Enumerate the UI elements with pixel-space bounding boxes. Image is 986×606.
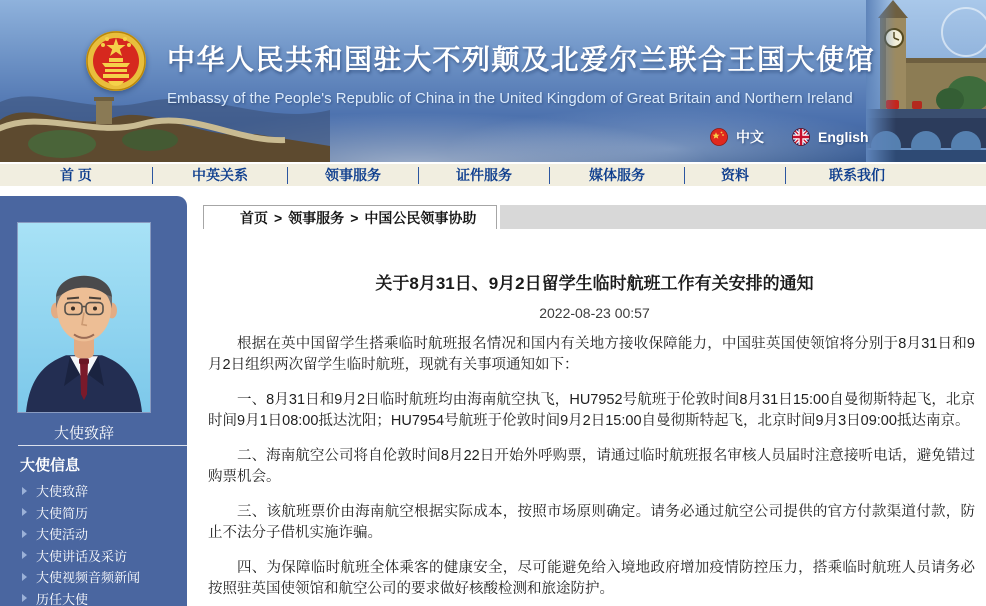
- sidebar-item-label: 历任大使: [36, 591, 89, 606]
- language-option-english[interactable]: [792, 128, 869, 146]
- triangle-right-icon: [22, 508, 27, 516]
- sidebar: [0, 196, 187, 606]
- article-paragraph: 三、该航班票价由海南航空根据实际成本，按照市场原则确定。请务必通过航空公司提供的官方付款渠道付款，防止不法分子借机实施诈骗。: [208, 504, 975, 541]
- article-paragraph: 四、为保障临时航班全体乘客的健康安全，尽可能避免给入境地政府增加疫情防控压力，搭乘临时航班人员请务必按照驻英国使领馆和航空公司的要求做好核酸检测和旅途防护。: [208, 560, 975, 597]
- breadcrumb: [203, 205, 986, 229]
- nav-item-media-services[interactable]: 媒体服务: [589, 167, 645, 183]
- sidebar-item-ambassador-activities[interactable]: [22, 523, 181, 545]
- sidebar-item-ambassador-remarks[interactable]: [22, 480, 181, 502]
- china-national-emblem-icon: [84, 25, 148, 103]
- triangle-right-icon: [22, 551, 27, 559]
- nav-item-consular-services[interactable]: 领事服务: [325, 167, 381, 183]
- sidebar-item-ambassador-biography[interactable]: [22, 502, 181, 524]
- language-switcher: [710, 127, 887, 147]
- sidebar-item-label: 大使视频音频新闻: [36, 570, 141, 586]
- main-content: [203, 205, 986, 606]
- triangle-right-icon: [22, 487, 27, 495]
- nav-item-resources[interactable]: 资料: [721, 167, 749, 183]
- page-header: [0, 0, 986, 162]
- sidebar-item-ambassador-speeches[interactable]: [22, 545, 181, 567]
- sidebar-item-label: 大使致辞: [36, 484, 89, 500]
- header-titles: [167, 38, 875, 107]
- sidebar-item-former-ambassadors[interactable]: [22, 588, 181, 606]
- sidebar-section-title: 大使信息: [20, 457, 81, 474]
- sidebar-item-label: 大使讲话及采访: [36, 548, 128, 564]
- sidebar-item-label: 大使活动: [36, 527, 89, 543]
- breadcrumb-link-home[interactable]: 首页: [240, 209, 268, 226]
- breadcrumb-separator: >: [274, 209, 283, 226]
- ambassador-photo[interactable]: [18, 223, 150, 412]
- breadcrumb-link-consular-assistance[interactable]: 中国公民领事协助: [364, 209, 477, 226]
- article-paragraph: 二、海南航空公司将自伦敦时间8月22日开始外呼购票，请通过临时航班报名审核人员届时注意接听电话，避免错过购票机会。: [208, 448, 975, 485]
- sidebar-menu: [22, 480, 181, 606]
- article-body: [203, 334, 986, 599]
- cn-flag-icon: [710, 128, 728, 146]
- nav-item-contact-us[interactable]: 联系我们: [829, 167, 885, 183]
- triangle-right-icon: [22, 594, 27, 602]
- triangle-right-icon: [22, 573, 27, 581]
- nav-item-home[interactable]: 首 页: [60, 167, 92, 183]
- article-date: 2022-08-23 00:57: [539, 305, 650, 321]
- article-paragraph: 一、8月31日和9月2日临时航班均由海南航空执飞，HU7952号航班于伦敦时间8月31日15:00自曼彻斯特起飞，北京时间9月1日08:00抵达沈阳；HU7954号航班于伦敦时间9月2日15:00自曼彻斯特起飞，北京时间9月3日09:00抵达南京。: [208, 392, 975, 429]
- sidebar-item-label: 大使简历: [36, 505, 89, 521]
- nav-item-document-services[interactable]: 证件服务: [456, 167, 512, 183]
- sidebar-item-ambassador-video-news[interactable]: [22, 566, 181, 588]
- article-paragraph: 根据在英中国留学生搭乘临时航班报名情况和国内有关地方接收保障能力，中国驻英国使领馆将分别于8月31日和9月2日组织两次留学生临时航班，现就有关事项通知如下：: [208, 336, 975, 373]
- breadcrumb-filler-bar: [500, 205, 986, 229]
- main-navigation: [0, 163, 986, 186]
- language-label: English: [818, 129, 869, 145]
- uk-flag-icon: [792, 128, 810, 146]
- triangle-right-icon: [22, 530, 27, 538]
- ambassador-photo-caption[interactable]: 大使致辞: [53, 425, 114, 442]
- language-option-chinese[interactable]: [710, 127, 764, 147]
- breadcrumb-tab: [203, 205, 497, 229]
- breadcrumb-link-consular-services[interactable]: 领事服务: [288, 209, 345, 226]
- breadcrumb-separator: >: [350, 209, 359, 226]
- nav-item-china-uk-relations[interactable]: 中英关系: [192, 167, 248, 183]
- sidebar-divider: [18, 445, 187, 446]
- site-title-english: Embassy of the People's Republic of China in the United Kingdom of Great Britain and Northern Ireland: [167, 90, 853, 107]
- article-title: 关于8月31日、9月2日留学生临时航班工作有关安排的通知: [375, 274, 814, 293]
- site-title-chinese: 中华人民共和国驻大不列颠及北爱尔兰联合王国大使馆: [167, 44, 876, 75]
- language-label: 中文: [736, 129, 764, 145]
